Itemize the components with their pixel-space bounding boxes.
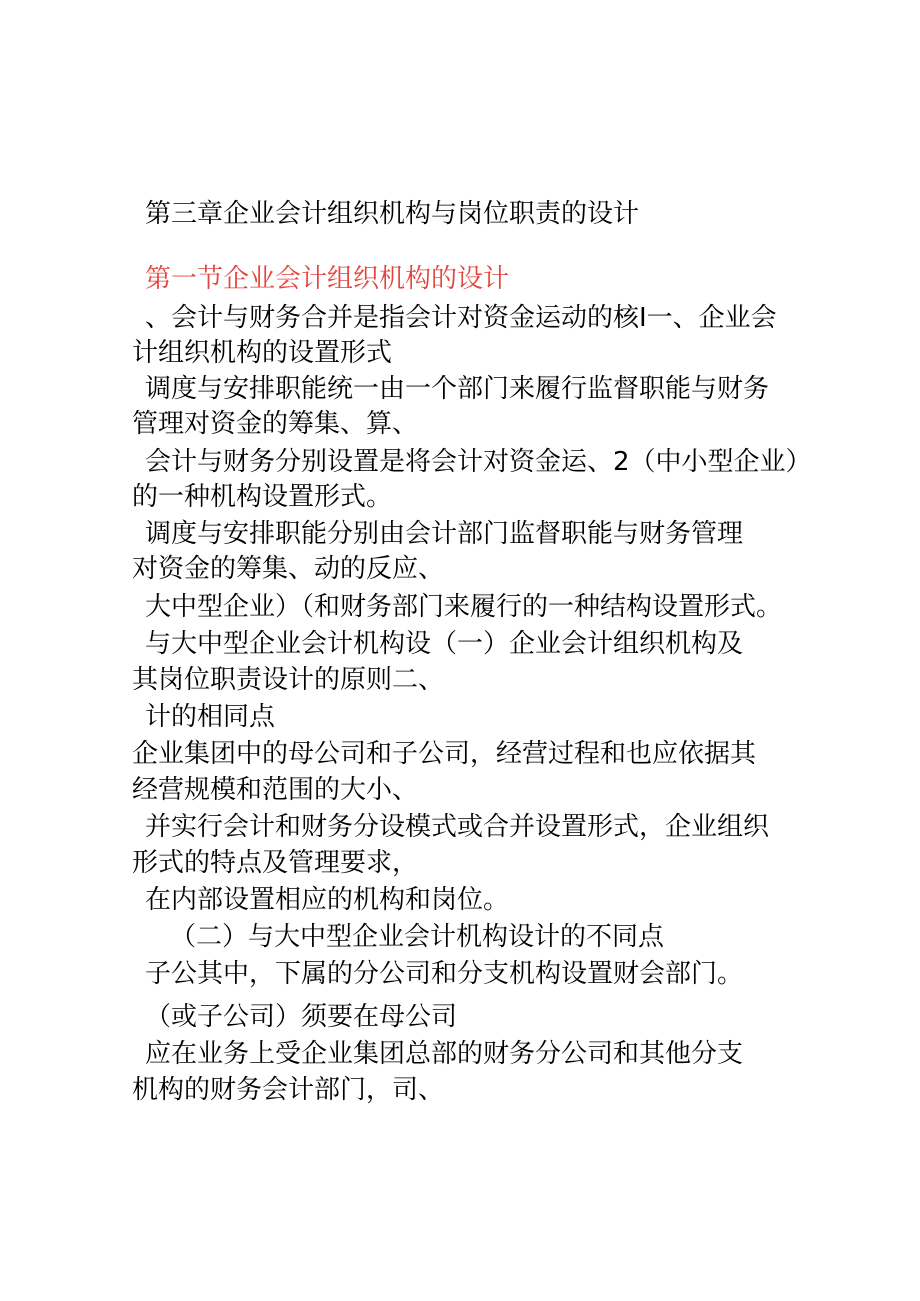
body-line: 应在业务上受企业集团总部的财务分公司和其他分支 (145, 1039, 744, 1069)
body-line: （或子公司）须要在母公司 (145, 1002, 458, 1032)
chapter-title: 第三章企业会计组织机构与岗位职责的设计 (145, 199, 640, 229)
body-line: 会计与财务分别设置是将会计对资金运、2（中小型企业） (145, 447, 812, 477)
body-line: 机构的财务会计部门，司、 (132, 1075, 445, 1105)
body-line: 对资金的筹集、动的反应、 (132, 554, 445, 584)
body-line: 的一种机构设置形式。 (132, 482, 393, 512)
body-line: 计组织机构的设置形式 (132, 338, 393, 368)
body-line: 计的相同点 (145, 702, 276, 732)
body-line: 大中型企业）（和财务部门来履行的一种结构设置形式。 (145, 592, 783, 622)
body-line: 调度与安排职能统一由一个部门来履行监督职能与财务 (145, 374, 770, 404)
body-line: 管理对资金的筹集、算、 (132, 409, 419, 439)
body-line: 形式的特点及管理要求， (132, 848, 419, 878)
subsection-heading: （二）与大中型企业会计机构设计的不同点 (170, 922, 665, 952)
body-line: 调度与安排职能分别由会计部门监督职能与财务管理 (145, 519, 744, 549)
body-line: 与大中型企业会计机构设（一）企业会计组织机构及 (145, 629, 744, 659)
body-line: 、会计与财务合并是指会计对资金运动的核I一、企业会 (145, 303, 777, 333)
body-line: 企业集团中的母公司和子公司，经营过程和也应依据其 (132, 739, 757, 769)
body-line: 子公其中，下属的分公司和分支机构设置财会部门。 (145, 959, 744, 989)
body-line: 在内部设置相应的机构和岗位。 (145, 885, 510, 915)
body-line: 并实行会计和财务分设模式或合并设置形式，企业组织 (145, 812, 770, 842)
body-line: 其岗位职责设计的原则二、 (132, 665, 445, 695)
body-line: 经营规模和范围的大小、 (132, 775, 419, 805)
section-title: 第一节企业会计组织机构的设计 (145, 264, 510, 294)
